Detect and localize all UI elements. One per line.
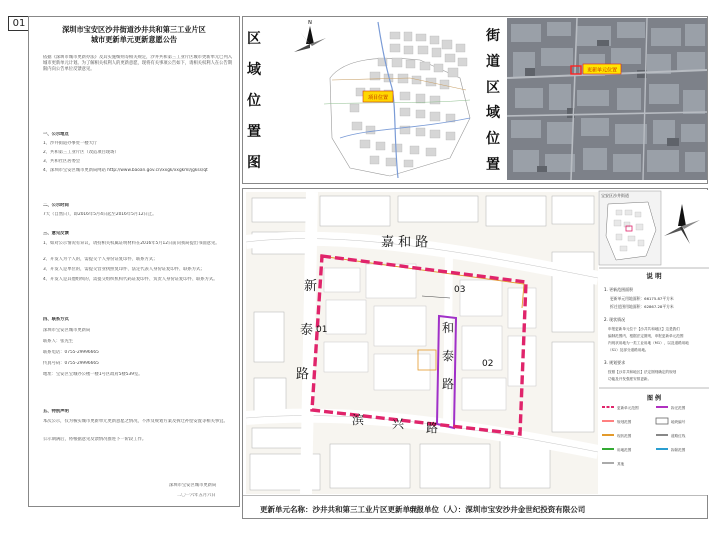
sec3-item: 3、开发人是单位的，需提交营业执照复印件、法定代表人身份证复印件、联系方式； bbox=[43, 267, 205, 272]
notice-title-line1: 深圳市宝安区沙井街道沙井共和第三工业片区 bbox=[62, 25, 206, 34]
legend-heading: 说 明 bbox=[646, 272, 662, 280]
vertical-label-char: 位 bbox=[486, 131, 500, 148]
plot-label-02: 02 bbox=[482, 359, 494, 369]
sec2-text: 7天（自然日），即2016年5月4日起至2016年5月12日止。 bbox=[43, 212, 157, 217]
legend-item-label: 地块编号 bbox=[671, 420, 686, 424]
road-label-middle bbox=[442, 321, 454, 391]
vertical-label-char: 图 bbox=[247, 154, 261, 171]
sec3-title: 三、意见反馈 bbox=[43, 231, 69, 236]
road-label-top: 嘉 和 路 bbox=[381, 235, 429, 250]
notice-title-line2: 城市更新单元更新意愿公告 bbox=[90, 35, 178, 44]
explain-item2-line: 内现状用地为一类工业用地（M1），以及道路用地 bbox=[608, 341, 689, 345]
sec5-item: 本次公示，仅为核实城市更新单元更新意愿之情况，不涉及规划方案及拆迁补偿安置等相关事宜。 bbox=[43, 419, 228, 424]
sec5-title: 五、特别声明 bbox=[43, 409, 69, 414]
road-label-char: 泰 bbox=[300, 323, 314, 338]
sec4-item: 传真号码：0755-29996665 bbox=[43, 361, 99, 366]
unit-name: 更新单元名称：沙井共和第三工业片区更新单元 bbox=[260, 505, 418, 514]
sec1-title: 一、公示地点 bbox=[43, 132, 69, 137]
plot-label-01: 01 bbox=[316, 325, 328, 335]
explain-item1-title: 1. 更新范围面积 bbox=[604, 287, 634, 292]
sec4-item: 联系电话：0755-29996665 bbox=[43, 350, 99, 355]
road-label-char: 路 bbox=[426, 421, 439, 435]
explain-item2-line: 申报更新单元位于【沙井共和地区】这是我们 bbox=[608, 327, 680, 331]
vertical-label-char: 域 bbox=[486, 105, 500, 122]
street-position-label bbox=[482, 22, 504, 177]
sec4-item: 联系人：张先生 bbox=[43, 339, 74, 344]
north-arrow-icon bbox=[294, 20, 326, 52]
vertical-label-char: 街 bbox=[486, 27, 500, 44]
site-plan-map bbox=[246, 192, 598, 494]
aerial-site-label: 更新单元位置 bbox=[586, 67, 618, 74]
legend-item-label: 道路红线 bbox=[671, 434, 686, 438]
legend-title: 图 例 bbox=[646, 395, 662, 402]
explain-item2-line: （S1）及部分道路用地。 bbox=[608, 348, 649, 352]
vertical-label-char: 置 bbox=[247, 123, 261, 140]
vertical-label-char: 域 bbox=[247, 61, 261, 78]
region-location-map bbox=[270, 18, 478, 182]
sec1-item: 2、共和第三工业片区（改造项目现场） bbox=[43, 150, 119, 155]
vertical-label-char: 道 bbox=[486, 53, 500, 70]
applicant: 申报单位（人）：深圳市宝安沙井金世纪投资有限公司 bbox=[409, 505, 586, 514]
project-marker-label: 项目位置 bbox=[367, 95, 389, 101]
footer-bar bbox=[243, 495, 707, 518]
sec2-title: 二、公示时间 bbox=[43, 203, 69, 208]
notice-date: 二〇一六年五月六日 bbox=[177, 493, 216, 498]
vertical-label-char: 区 bbox=[247, 30, 261, 47]
road-label-char: 兴 bbox=[392, 417, 405, 431]
legend-item-label: 其他 bbox=[617, 462, 625, 466]
region-position-label bbox=[243, 22, 265, 177]
sec3-item: 2、开发人为个人的，需提交个人身份证复印件、联系方式； bbox=[43, 257, 158, 262]
sec4-title: 四、联系方式 bbox=[43, 317, 69, 322]
plot-label-03: 03 bbox=[454, 285, 466, 295]
sec4-item: 深圳市宝安区城市更新局 bbox=[43, 328, 91, 333]
road-label-char: 新 bbox=[304, 279, 318, 294]
vertical-label-char: 置 bbox=[486, 157, 500, 174]
panel-number: 01 bbox=[8, 16, 30, 31]
svg-text:N: N bbox=[308, 20, 312, 26]
sec5-item: 公示期满后，将根据意见反馈情况推进下一阶段工作。 bbox=[43, 437, 147, 442]
sec4-item: 地址：宝安区宝城办公楼一楼1号区政府5楼539室。 bbox=[43, 372, 143, 377]
sec1-item: 1、沙井街道办事处一楼大厅 bbox=[43, 141, 98, 146]
notice-intro: 依据《深圳市城市更新办法》及其实施细则等相关规定，沙井共和第三工业片区城市更新单元已列入城市更新单元计划。为了解相关权利人的更新意愿，现将有关事项公告如下，请相关权利人在公告期限内向公告单位反馈意见。 bbox=[43, 55, 233, 73]
legend-item-label: 现状范围 bbox=[617, 434, 632, 438]
legend-item-label: 用地范围 bbox=[617, 448, 632, 452]
vertical-label-char: 位 bbox=[247, 92, 261, 109]
road-label-char: 路 bbox=[296, 367, 310, 382]
explain-item1-line: 拆迁范围用地面积：62867.28平方米 bbox=[610, 304, 674, 309]
road-label-char: 路 bbox=[442, 377, 455, 391]
legend-item-label: 规划范围 bbox=[617, 420, 632, 424]
notice-panel bbox=[28, 16, 240, 507]
notice-signature: 深圳市宝安区城市更新局 bbox=[169, 483, 217, 488]
explain-item2-title: 2. 现状情况 bbox=[604, 317, 626, 322]
road-hetai bbox=[447, 252, 449, 432]
legend-swatch bbox=[656, 418, 668, 424]
explain-item3-line: 功能及开发强度安排更新。 bbox=[608, 377, 652, 381]
sec3-item: 1、如对公示情况有异议，请持相关权属证明材料在2016年5月12日前向我局提出书面意见。 bbox=[43, 241, 220, 246]
explain-item2-line: 编制范围内，根据法定图则，申报更新单元范围 bbox=[608, 334, 684, 338]
explain-item1-line: 更新单元用地面积：66175.87平方米 bbox=[610, 296, 674, 301]
street-aerial-map bbox=[507, 18, 707, 180]
legend-item-label: 拆迁范围 bbox=[671, 406, 686, 410]
sec1-item: 3、共和社区居委会 bbox=[43, 159, 81, 164]
legend-panel bbox=[598, 190, 710, 495]
vertical-label-char: 区 bbox=[486, 79, 500, 96]
explain-item3-line: 按照【沙井共和地区】法定图则确定的规划 bbox=[608, 370, 677, 374]
road-label-char: 泰 bbox=[442, 349, 455, 363]
road-label-char: 滨 bbox=[352, 413, 365, 427]
sec3-item: 4、开发人是其他组织的，需提交组织机构代码证复印件、负责人身份证复印件、联系方式。 bbox=[43, 277, 218, 282]
legend-item-label: 更新单元范围 bbox=[617, 406, 639, 410]
sec1-item: 4、深圳市宝安区城市更新局网站 http://www.baoan.gov.cn/xxgk/xxgkml/jgkss/qt bbox=[43, 168, 208, 173]
road-xintai bbox=[306, 192, 312, 494]
explain-item3-title: 3. 规划要求 bbox=[604, 360, 626, 365]
road-label-char: 和 bbox=[442, 321, 455, 335]
inset-map-label: 宝安区沙井街道 bbox=[601, 193, 629, 198]
legend-item-label: 拆除范围 bbox=[671, 448, 686, 452]
